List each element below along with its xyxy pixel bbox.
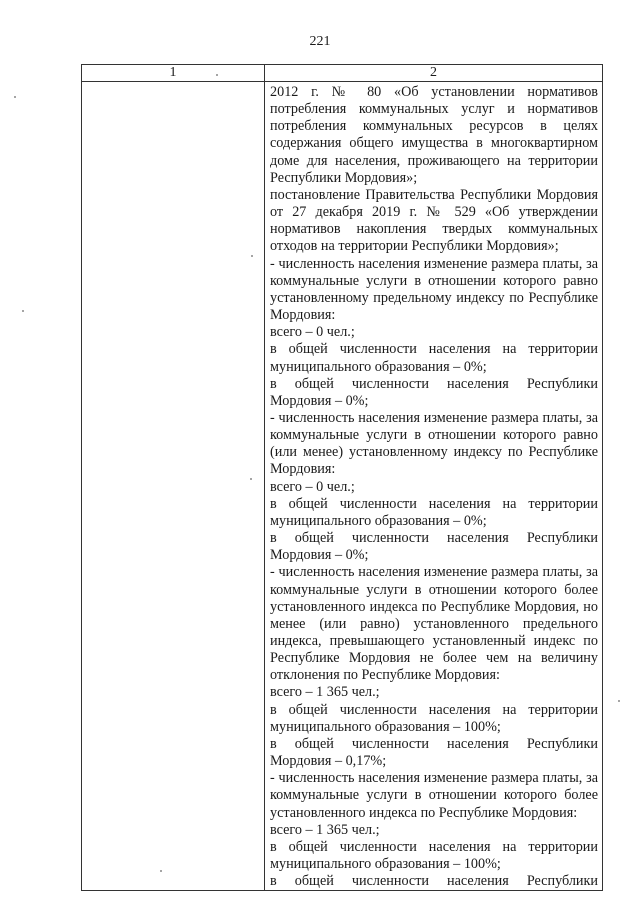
paragraph: - численность населения изменение размера платы, за коммунальные услуги в отношении которого равно (или менее) установленному индексу по Республике Мордовия: (270, 409, 598, 478)
scan-speck (22, 310, 24, 312)
scan-speck (618, 700, 620, 702)
paragraph: в общей численности населения на территории муниципального образования – 0%; (270, 341, 598, 375)
column-1-cell (82, 82, 265, 891)
column-header-2: 2 (265, 65, 603, 82)
scan-speck (251, 255, 253, 257)
paragraph: постановление Правительства Республики Мордовия от 27 декабря 2019 г. № 529 «Об утверждении нормативов накопления твердых коммунальных отходов на территории Республики Мордовия»; (270, 186, 598, 255)
table-body-row (82, 82, 603, 891)
paragraph: всего – 1 365 чел.; (270, 821, 380, 838)
paragraph: в общей численности населения Республики Мордовия – 0,17%; (270, 735, 598, 770)
paragraph: в общей численности населения на территории муниципального образования – 100%; (270, 701, 598, 735)
paragraph: - численность населения изменение размера платы, за коммунальные услуги в отношении которого равно установленному предельному индексу по Республике Мордовия: (270, 255, 598, 324)
paragraph: - численность населения изменение размера платы, за коммунальные услуги в отношении которого более установленного индекса по Республике Мордовия: (270, 770, 598, 821)
document-table (81, 64, 603, 891)
scan-speck (14, 96, 16, 98)
scan-speck (216, 74, 218, 76)
paragraph: всего – 1 365 чел.; (270, 684, 380, 701)
scan-speck (160, 870, 162, 872)
paragraph: - численность населения изменение размера платы, за коммунальные услуги в отношении которого более установленного индекса по Республике Мордовия, но менее (или равно) установленного предельного индекса, превышающего установленный индекс по Республике Мордовия не более чем на величину отклонения по Республике Мордовия: (270, 564, 598, 684)
paragraph: всего – 0 чел.; (270, 324, 355, 341)
scan-speck (250, 478, 252, 480)
paragraph: в общей численности населения Республики Мордовия – 0%; (270, 375, 598, 409)
paragraph: в общей численности населения Республики Мордовия – 0%; (270, 530, 598, 564)
paragraph: в общей численности населения на территории муниципального образования – 100%; (270, 838, 598, 873)
column-header-1: 1 (82, 65, 265, 82)
page-number: 221 (309, 34, 331, 49)
paragraph: 2012 г. № 80 «Об установлении нормативов потребления коммунальных услуг и нормативов потребления коммунальных ресурсов в целях содержания общего имущества в многоквартирном доме для населения, проживающего на территории Республики Мордовия»; (270, 84, 598, 186)
column-2-cell (265, 82, 603, 891)
table-header-row (82, 65, 603, 82)
paragraph: всего – 0 чел.; (270, 478, 355, 495)
paragraph: в общей численности населения Республики (270, 873, 598, 890)
paragraph: в общей численности населения на территории муниципального образования – 0%; (270, 495, 598, 529)
